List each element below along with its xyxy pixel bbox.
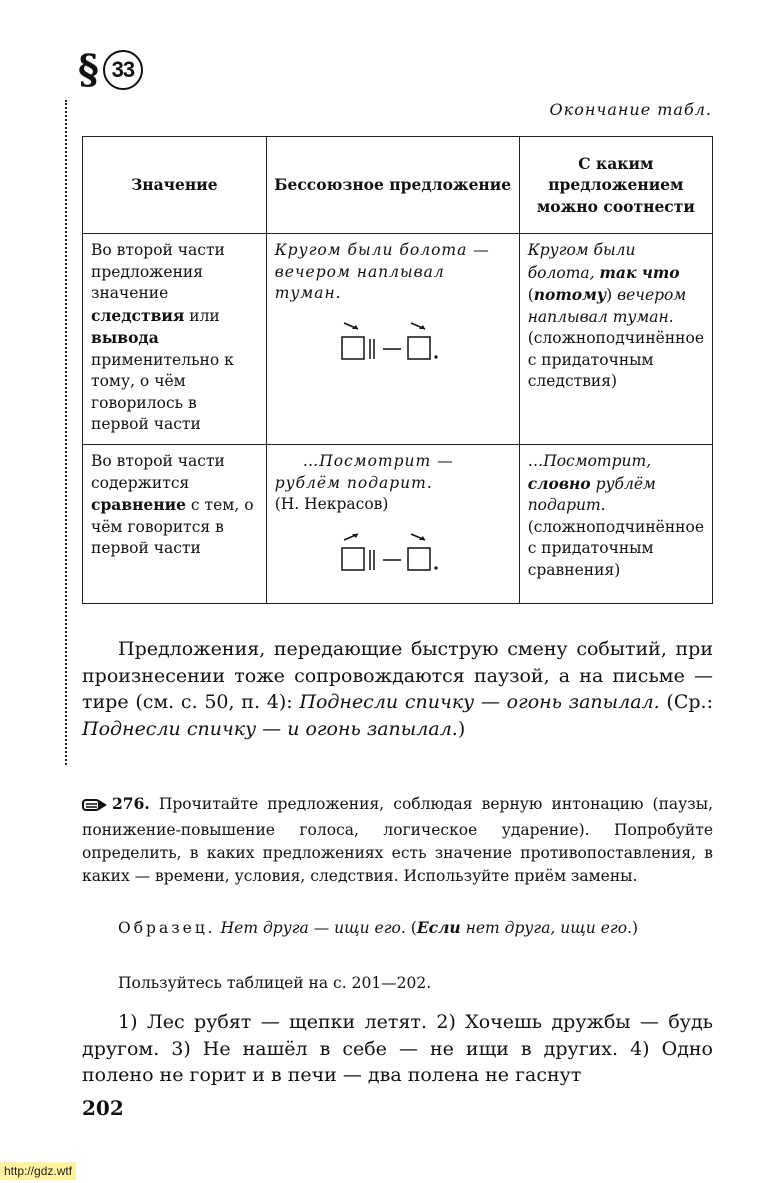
bold-conjunction: словно (527, 473, 591, 493)
table-continuation-label: Окончание табл. (549, 100, 712, 119)
text: вечером наплывал туман. (527, 286, 687, 326)
header-asyndetic: Бессоюзное предложение (266, 137, 519, 234)
page-number: 202 (82, 1096, 124, 1120)
table-row (83, 445, 713, 604)
bold-conjunction: потому (533, 285, 607, 304)
exercise-task (82, 792, 713, 888)
cell-meaning (83, 445, 267, 604)
sentence-scheme-diagram (338, 319, 448, 365)
exercise-hint: Пользуйтесь таблицей на с. 201—202. (118, 974, 432, 992)
rule-paragraph (82, 636, 713, 742)
text: ( (405, 919, 417, 937)
example-sentence: Кругом были болота — вечером наплывал туман. (274, 241, 490, 302)
text: ) (457, 717, 466, 740)
bold-term: сравнение (91, 495, 186, 514)
text: Кругом были болота, (527, 241, 636, 282)
text: ( (527, 286, 534, 304)
clause-box (342, 337, 364, 359)
clause-box (342, 548, 364, 570)
text: …Посмотрит, (527, 452, 652, 470)
exercise-sentences: 1) Лес рубят — щепки летят. 2) Хочешь дружбы — будь другом. 3) Не нашёл в себе — не ищи в других. 4) Одно полено не горит и в печи — два полена не гаснут (82, 1011, 713, 1086)
bold-conjunction: так что (599, 262, 680, 282)
text: рублём подарит. (527, 474, 656, 514)
text: (Ср.: (659, 691, 713, 713)
table-header-row (83, 137, 713, 234)
clause-box (408, 548, 430, 570)
text: нет друга, ищи его. (460, 919, 632, 937)
section-header (78, 46, 143, 93)
text: Во второй части содержится (91, 452, 225, 492)
header-meaning: Значение (83, 137, 267, 234)
cell-correlate (519, 234, 712, 445)
margin-rule (65, 100, 67, 765)
text: ) (606, 286, 618, 304)
text: Нет друга — ищи его. (215, 919, 406, 937)
example-author: (Н. Некрасов) (274, 495, 389, 513)
example-sentence: …Посмотрит — рублём подарит. (274, 452, 454, 492)
text: Предложения, передающие быструю смену событий, при произнесении тоже сопровождаются паузой, а на письме — тире (см. с. 50, п. 4): (82, 638, 713, 713)
watermark-link[interactable]: http://gdz.wtf (0, 1162, 76, 1180)
bold-conjunction: Если (416, 918, 461, 937)
table-row (83, 234, 713, 445)
text: или (184, 306, 220, 325)
clause-box (408, 337, 430, 359)
cell-example (266, 234, 519, 445)
example: Поднесли спичку — и огонь запылал. (82, 717, 458, 740)
note: (сложноподчинённое с придаточным следствия) (527, 329, 704, 390)
header-correlate: С каким предложением можно соотнести (519, 137, 712, 234)
text: Во второй части предложения значение (91, 241, 225, 302)
exercise-sample (82, 916, 713, 940)
sentence-scheme-diagram (338, 530, 448, 576)
text: применительно к тому, о чём говорилось в первой части (91, 350, 234, 433)
section-number-badge: 33 (103, 50, 143, 90)
syntax-table (82, 136, 713, 604)
example: Поднесли спичку — огонь запылал. (299, 691, 660, 713)
section-sign: § (78, 46, 99, 93)
exercise-number: 276. (112, 794, 150, 813)
note: (сложноподчинённое с придаточным сравнения) (527, 517, 704, 579)
cell-correlate (519, 445, 712, 604)
pencil-icon (82, 796, 108, 819)
cell-meaning (83, 234, 267, 445)
text: с тем, о чём говорится в первой части (91, 496, 254, 557)
bold-term: вывода (91, 328, 159, 347)
cell-example (266, 445, 519, 604)
text: ) (631, 919, 639, 937)
task-text: Прочитайте предложения, соблюдая верную интонацию (паузы, понижение-повышение голоса, логическое ударение). Попробуйте определить, в каких предложениях есть значение противопоставления, в каких — времени, условия, следствия. Используйте приём замены. (82, 795, 713, 885)
sample-label: Образец. (118, 919, 216, 937)
bold-term: следствия (91, 305, 185, 325)
